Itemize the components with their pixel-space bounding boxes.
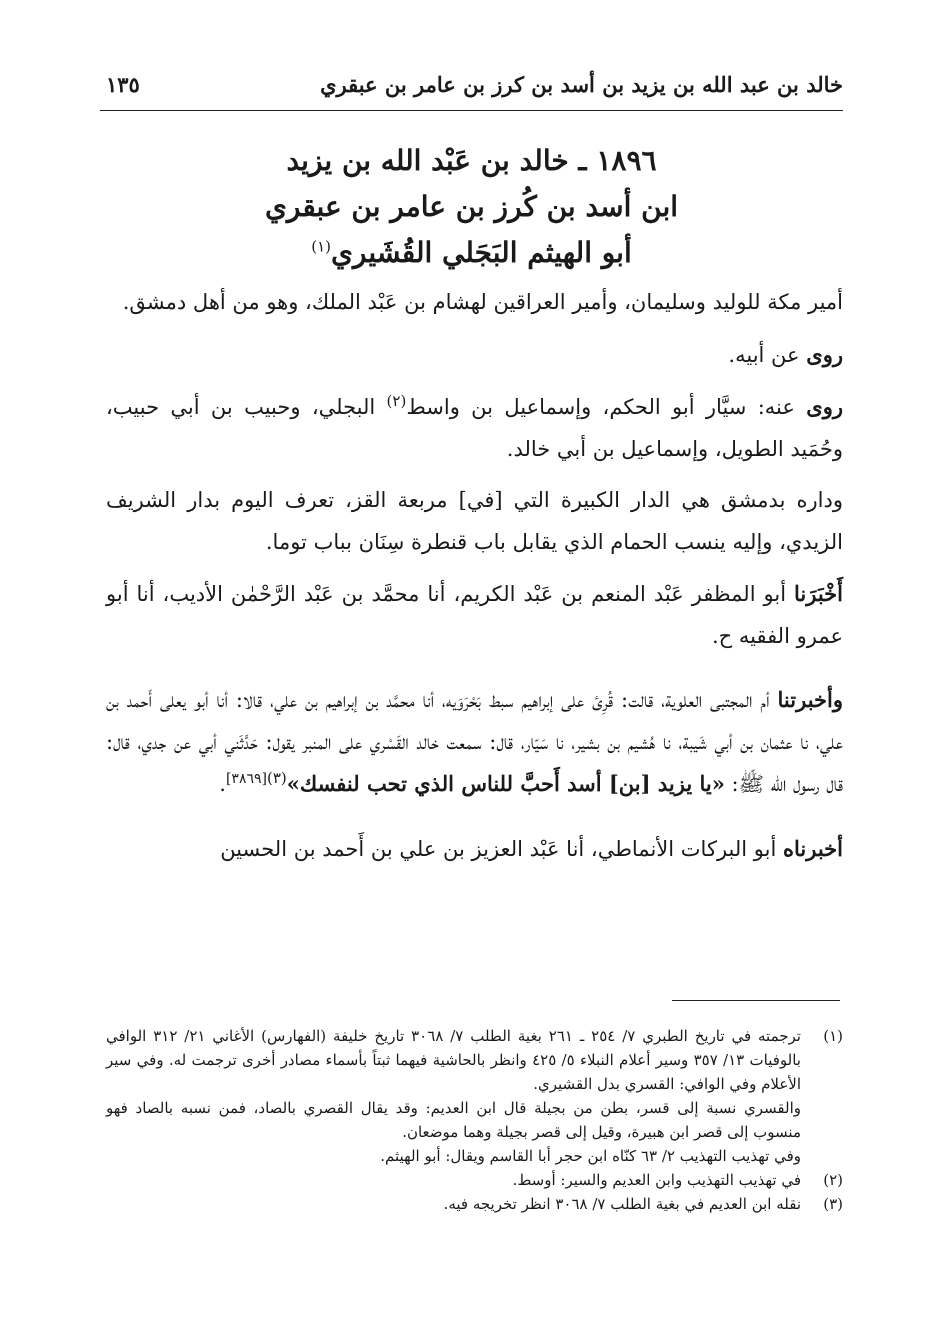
footnote-3-number: (٣) [823,1195,843,1213]
footnote-1-text: ترجمته في تاريخ الطبري ٧/ ٢٥٤ ـ ٢٦١ بغية الطلب ٧/ ٣٠٦٨ تاريخ خليفة (الفهارس) الأغاني ٢١/ ٣١٢ الوافي بالوفيات ١٣/ ٣٥٧ وسير أعلام النبلاء ٥/ ٤٢٥ وانظر بالحاشية فيهما ثبتاً بأسماء مصادر أخرى ترجمت له. وفي سير الأعلام وفي الوافي: القسري بدل القشيري. [106,1027,801,1093]
footnote-2 [106,1168,843,1192]
footnote-1-number: (١) [823,1027,843,1045]
narrated-from-text: عن أبيه. [728,342,800,367]
keyword-rawa-anhu: روى [806,394,843,419]
paragraph-biography: أمير مكة للوليد وسليمان، وأمير العراقين لهشام بن عَبْد الملك، وهو من أهل دمشق. [122,290,843,314]
keyword-rawa: روى [806,341,843,367]
footnote-1 [106,1024,843,1096]
keyword-akhbarana: أَخْبَرَنا [794,581,843,606]
footnote-3-text: نقله ابن العديم في بغية الطلب ٧/ ٣٠٦٨ انظر تخريجه فيه. [443,1195,801,1213]
entry-heading-line-1: ١٨٩٦ ـ خالد بن عَبْد الله بن يزيد [286,144,657,177]
paragraph-isnad-1 [106,573,843,657]
hadith-number: [٣٨٦٩] [225,771,267,787]
page-number: ١٣٥ [106,72,140,97]
footnote-1-continuation-2: وفي تهذيب التهذيب ٢/ ٦٣ كنّاه ابن حجر أبا القاسم ويقال: أبو الهيثم. [380,1147,801,1165]
narrators-text-b: البجلي، وحبيب بن أبي حبيب، وحُمَيد الطويل، وإسماعيل بن أبي خالد. [106,395,843,461]
paragraph-residence: وداره بدمشق هي الدار الكبيرة التي [في] مربعة القز، تعرف اليوم بدار الشريف الزيدي، وإليه ينسب الحمام الذي يقابل باب قنطرة سِنَان بباب توما. [106,488,843,554]
entry-heading-line-3 [100,230,843,276]
page-header [100,66,843,111]
footnote-ref-3: (٣) [266,769,287,787]
isnad-2-text: أم المجتبى العلوية، قالت: قُرِئ على إبراهيم سبط بَحْرَوَيه، أنا محمَّد بن إبراهيم بن علي، قالا: أنا أبو يعلى أَحمد بن علي، نا عثمان بن أبي شَيبة، نا هُشيم بن بشير، نا سَيّار، قال: سمعت خالد القَسْري على المنبر يقول: حَدَّثَني أبي عن جدي، قال: قال رسول الله ﷺ: [106,688,843,796]
footnotes [106,1024,843,1216]
hadith-text: «يا يزيد [بن] أسد أَحبَّ للناس الذي تحب لنفسك» [286,771,725,796]
footnote-2-text: في تهذيب التهذيب وابن العديم والسير: أوسط. [512,1171,801,1189]
narrators-text-a: عنه: سيَّار أبو الحكم، وإسماعيل بن واسط [406,395,795,419]
keyword-wa-akhbaratna: وأخبرتنا [777,687,843,712]
entry-heading [100,138,843,276]
paragraph-narrators [106,386,843,470]
isnad-3-text: أبو البركات الأنماطي، أنا عَبْد العزيز بن علي بن أَحمد بن الحسين [220,836,777,861]
entry-kunya: أبو الهيثم البَجَلي القُشَيري [331,236,632,269]
footnote-ref-1: (١) [311,237,332,256]
footnote-1-continuation-1: والقسري نسبة إلى قسر، بطن من بجيلة قال ابن العديم: وقد يقال القصري بالصاد، فمن نسبه بالصاد فهو منسوب إلى قصر ابن هبيرة، وقيل إلى قصر بجيلة وهما موضعان. [106,1099,801,1141]
entry-heading-line-2: ابن أسد بن كُرز بن عامر بن عبقري [264,190,679,223]
keyword-akhbaranahu: أخبرناه [783,835,843,861]
paragraph-isnad-2: وأخبرتنا أم المجتبى العلوية، قالت: قُرِئ على إبراهيم سبط بَحْرَوَيه، أنا محمَّد بن إبراهيم بن علي، قالا: أنا أبو يعلى أَحمد بن علي، نا عثمان بن أبي شَيبة، نا هُشيم بن بشير، نا سَيّار، قال: سمعت خالد القَسْري على المنبر يقول: حَدَّثَني أبي عن جدي، قال: قال رسول الله ﷺ: «يا يزيد [بن] أسد أَحبَّ للناس الذي تحب لنفسك»$^{(٣)[٣٨٦٩]}$. [106,687,843,796]
paragraph-narrated-from [106,334,843,377]
footnote-2-number: (٢) [823,1171,843,1189]
body-text [106,282,843,880]
footnote-ref-2: (٢) [386,392,407,410]
footnote-3 [106,1192,843,1216]
footnote-divider [672,1000,840,1001]
paragraph-isnad-3 [106,828,843,871]
running-title: خالد بن عبد الله بن يزيد بن أسد بن كرز بن عامر بن عبقري [320,72,843,97]
isnad-1-text: أبو المظفر عَبْد المنعم بن عَبْد الكريم، أنا محمَّد بن عَبْد الرَّحْمٰن الأديب، أنا أبو عمرو الفقيه ح. [106,582,843,648]
